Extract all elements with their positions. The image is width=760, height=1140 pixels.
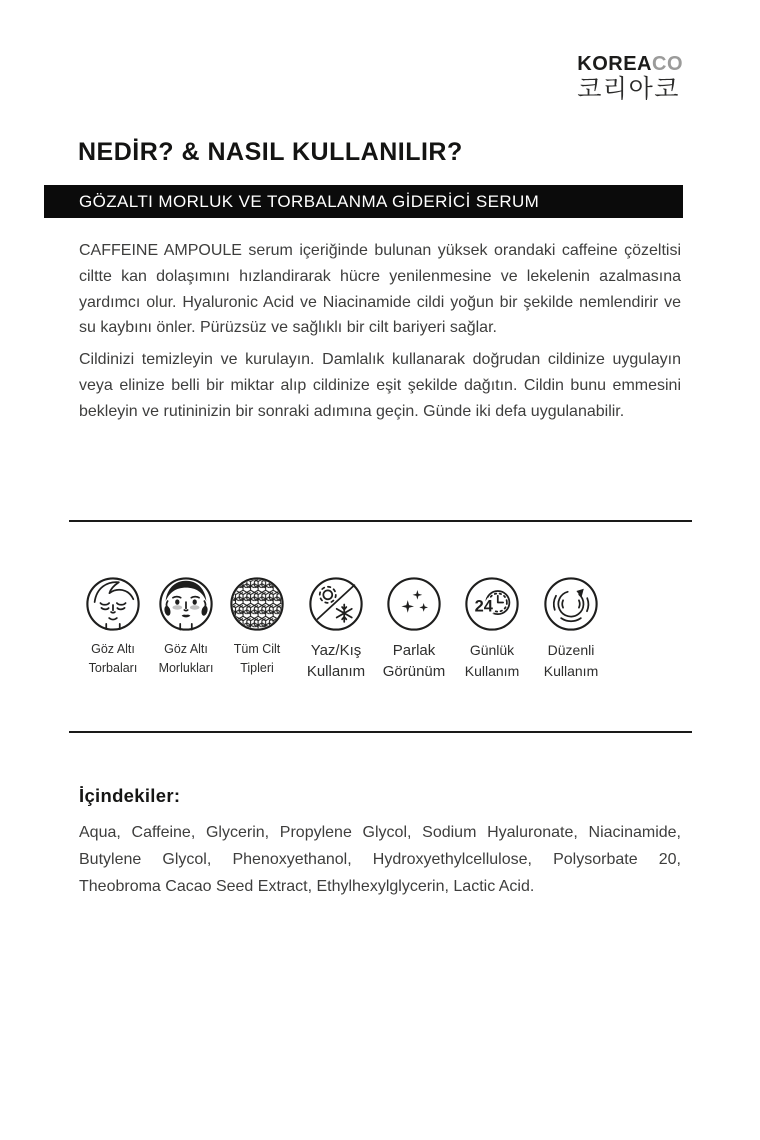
- 24-hour-clock-icon: [450, 575, 534, 633]
- divider-top: [69, 520, 692, 522]
- feature-label: Göz Altı Morlukları: [158, 642, 214, 675]
- logo-korean-text: 코리아코: [577, 75, 680, 103]
- cycle-arrows-icon: [529, 575, 613, 633]
- what-paragraph: CAFFEINE AMPOULE serum içeriğinde bulunan yüksek orandaki caffeine çözeltisi ciltte kan dolaşımını hızlandirarak hücre yenilenmesine ve lekelenin azalmasına yardımcı olur. Hyaluronic Acid ve Niacinamide cildi yoğun bir şekilde nemlendirir ve su kaybını önler. Pürüzsüz ve sağlıklı bir cilt bariyeri sağlar.: [79, 242, 681, 337]
- feature-label: Düzenli Kullanım: [543, 642, 599, 679]
- ingredients-heading: İçindekiler:: [79, 785, 181, 806]
- product-banner: GÖZALTI MORLUK VE TORBALANMA GİDERİCİ SERUM: [44, 185, 683, 218]
- honeycomb-icon: [215, 575, 299, 633]
- page-title: NEDİR? & NASIL KULLANILIR?: [78, 138, 463, 166]
- ingredients-list: Aqua, Caffeine, Glycerin, Propylene Glycol, Sodium Hyaluronate, Niacinamide, Butylene Glycol, Phenoxyethanol, Hydroxyethylcellulose, Polysorbate 20, Theobroma Cacao Seed Extract, Ethylhexylglycerin, Lactic Acid.: [79, 824, 681, 895]
- feature-item-daily-use: [450, 575, 534, 681]
- feature-label: Yaz/Kış Kullanım: [306, 642, 366, 680]
- feature-label: Günlük Kullanım: [464, 642, 520, 679]
- feature-item-bright-look: [372, 575, 456, 682]
- feature-label: Parlak Görünüm: [382, 642, 446, 680]
- feature-item-eye-bags: [71, 575, 155, 678]
- feature-label: Tüm Cilt Tipleri: [233, 642, 281, 675]
- sun-snowflake-icon: [294, 575, 378, 633]
- feature-label: Göz Altı Torbaları: [88, 642, 138, 675]
- feature-item-all-skin-types: [215, 575, 299, 678]
- face-eye-bags-icon: [71, 575, 155, 633]
- how-paragraph: Cildinizi temizleyin ve kurulayın. Damlalık kullanarak doğrudan cildinize uygulayın veya elinize belli bir miktar alıp cildinize eşit şekilde dağıtın. Cildin bunu emmesini bekleyin ve rutininizin bir sonraki adımına geçin. Günde iki defa uygulanabilir.: [79, 351, 681, 420]
- koreaco-logo: [577, 54, 683, 102]
- sparkles-icon: [372, 575, 456, 633]
- logo-latin-text: [577, 54, 683, 74]
- logo-co-part: CO: [652, 53, 683, 75]
- feature-item-regular-use: [529, 575, 613, 681]
- logo-korea-part: KOREA: [577, 53, 652, 75]
- svg-text:24: 24: [474, 597, 493, 616]
- feature-item-summer-winter: [294, 575, 378, 682]
- divider-bottom: [69, 731, 692, 733]
